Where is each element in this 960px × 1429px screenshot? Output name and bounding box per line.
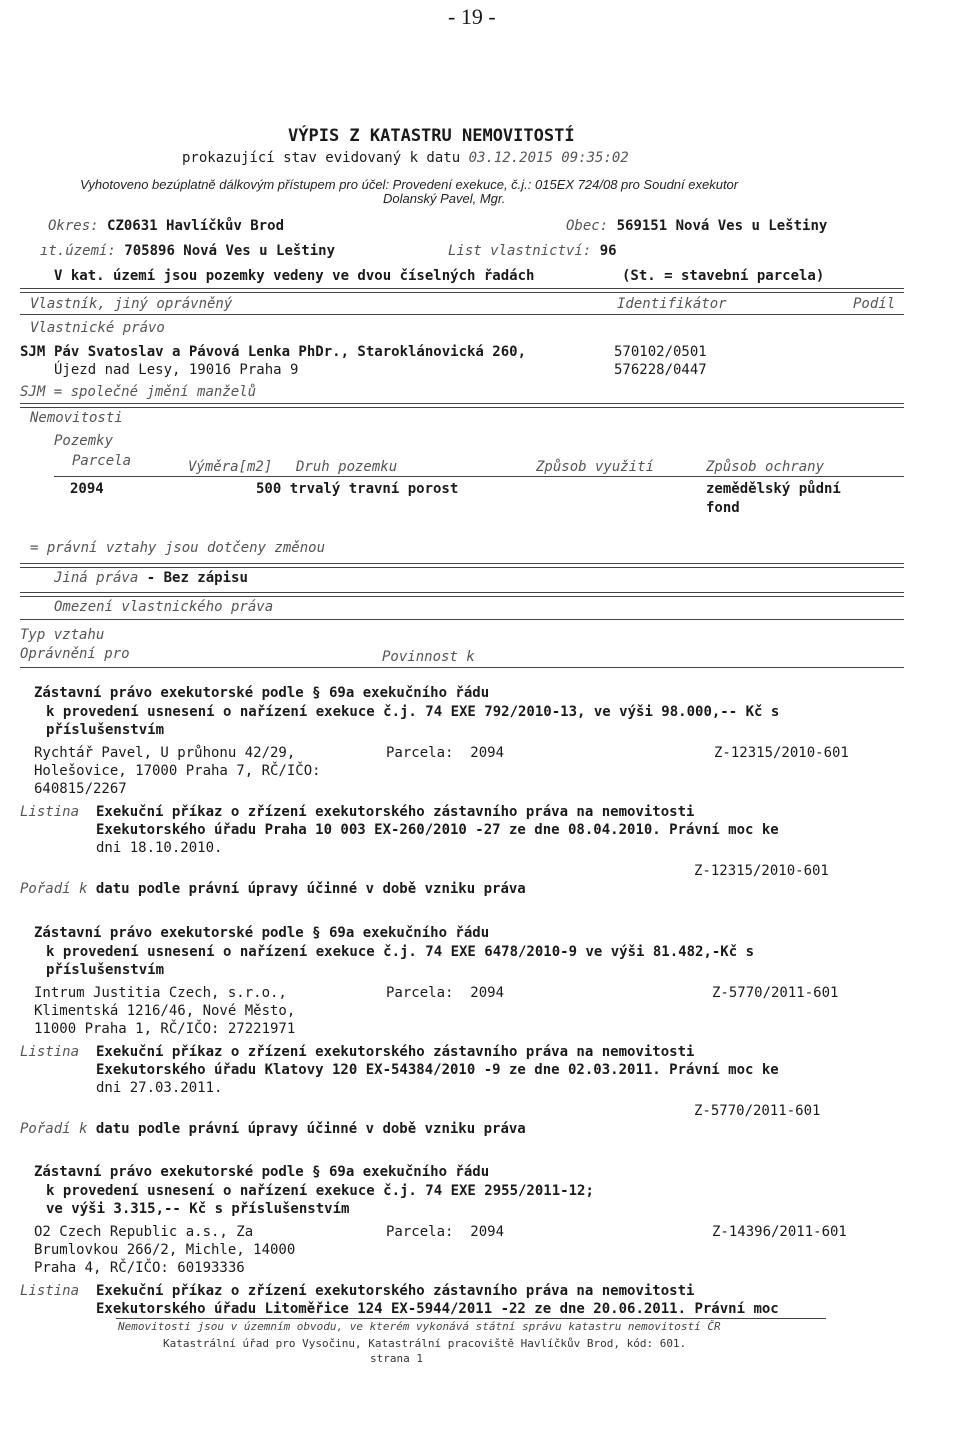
footer-line: Katastrální úřad pro Vysočinu, Katastrální pracoviště Havlíčkův Brod, kód: 601. xyxy=(163,1337,687,1350)
document-title: VÝPIS Z KATASTRU NEMOVITOSTÍ xyxy=(288,126,575,146)
lien-detail: příslušenstvím xyxy=(46,722,165,738)
divider xyxy=(20,619,904,620)
footer-line: Nemovitosti jsou v územním obvodu, ve kterém vykonává státní správu katastru nemovitostí ČR xyxy=(118,1320,721,1333)
lien-title: Zástavní právo exekutorské podle § 69a exekučního řádu xyxy=(34,1164,490,1180)
listina-text: dni 27.03.2011. xyxy=(96,1080,223,1096)
parcel-area-type: 500 trvalý travní porost xyxy=(256,481,459,497)
legend-text: = společné jmění manželů xyxy=(53,384,257,400)
divider xyxy=(20,563,904,568)
poradi-label: Pořadí k xyxy=(20,1121,88,1137)
poradi-row xyxy=(20,881,526,897)
owner-id: 570102/0501 xyxy=(614,344,707,360)
divider xyxy=(54,476,904,477)
creditor: Brumlovkou 266/2, Michle, 14000 xyxy=(34,1242,296,1258)
lien-detail: příslušenstvím xyxy=(46,962,165,978)
series-st-note: (St. = stavební parcela) xyxy=(622,268,825,284)
property-section-title: Nemovitosti xyxy=(30,410,123,426)
okres-row xyxy=(48,218,284,234)
parcel-ref-label: Parcela: xyxy=(386,745,454,761)
lien-detail: ve výši 3.315,-- Kč s příslušenstvím xyxy=(46,1201,350,1217)
listina-label: Listina xyxy=(20,1044,80,1060)
listina-text: Exekutorského úřadu Litoměřice 124 EX-5944/2011 -22 ze dne 20.06.2011. Právní moc xyxy=(96,1301,779,1317)
creditor: Holešovice, 17000 Praha 7, RČ/IČO: xyxy=(34,763,321,779)
lv-row xyxy=(448,243,617,259)
divider xyxy=(20,403,904,408)
creditor: O2 Czech Republic a.s., Za xyxy=(34,1224,254,1240)
listina-label: Listina xyxy=(20,804,80,820)
divider xyxy=(20,314,904,315)
listina-text: Exekuční příkaz o zřízení exekutorského zástavního práva na nemovitosti xyxy=(96,1044,695,1060)
okres-label: Okres: xyxy=(48,218,99,234)
z-reference: Z-5770/2011-601 xyxy=(694,1103,821,1119)
vymera-column-header: Výměra[m2] xyxy=(188,459,273,475)
parcel-ref-value: 2094 xyxy=(470,985,505,1001)
vyuziti-column-header: Způsob využití xyxy=(536,459,655,475)
sjm-mark: SJM xyxy=(20,344,46,360)
legal-change-note: = právní vztahy jsou dotčeny změnou xyxy=(30,540,326,556)
poradi-text: datu podle právní úpravy účinné v době vzniku práva xyxy=(95,881,526,897)
legend-mark: SJM xyxy=(20,384,46,400)
parcel-protection: fond xyxy=(706,500,740,516)
share-column-header: Podíl xyxy=(853,296,896,312)
druh-column-header: Druh pozemku xyxy=(296,459,398,475)
listina-text: dni 18.10.2010. xyxy=(96,840,223,856)
listina-text: Exekutorského úřadu Praha 10 003 EX-260/2010 -27 ze dne 08.04.2010. Právní moc ke xyxy=(96,822,779,838)
owner-id: 576228/0447 xyxy=(614,362,707,378)
ku-label: ıt.území: xyxy=(40,243,116,259)
lv-value: 96 xyxy=(599,243,617,259)
footer-divider xyxy=(116,1318,826,1319)
z-reference: Z-12315/2010-601 xyxy=(714,745,849,761)
other-rights-label: Jiná práva xyxy=(54,570,139,586)
parcel-ref-value: 2094 xyxy=(470,745,505,761)
obec-label: Obec: xyxy=(566,218,609,234)
parcel-protection: zemědělský půdní xyxy=(706,481,841,497)
document-subtitle xyxy=(182,150,629,166)
creditor: Rychtář Pavel, U průhonu 42/29, xyxy=(34,745,296,761)
divider xyxy=(20,667,904,668)
lien-title: Zástavní právo exekutorské podle § 69a exekučního řádu xyxy=(34,925,490,941)
poradi-label: Pořadí k xyxy=(20,881,88,897)
listina-text: Exekutorského úřadu Klatovy 120 EX-54384/2010 -9 ze dne 02.03.2011. Právní moc ke xyxy=(96,1062,779,1078)
z-reference: Z-12315/2010-601 xyxy=(694,863,829,879)
subtitle-date: 03.12.2015 09:35:02 xyxy=(468,150,629,166)
identifier-column-header: Identifikátor xyxy=(617,296,727,312)
parcel-ref xyxy=(386,1224,504,1240)
lv-label: List vlastnictví: xyxy=(448,243,592,259)
ku-row xyxy=(40,243,335,259)
opravneni-column-header: Oprávnění pro xyxy=(20,646,130,662)
divider xyxy=(20,592,904,597)
other-rights-value: - Bez zápisu xyxy=(146,570,248,586)
z-reference: Z-14396/2011-601 xyxy=(712,1224,847,1240)
parcel-ref-label: Parcela: xyxy=(386,1224,454,1240)
divider xyxy=(20,288,904,293)
lien-title: Zástavní právo exekutorské podle § 69a exekučního řádu xyxy=(34,685,490,701)
typ-column-header: Typ vztahu xyxy=(20,627,105,643)
povinnost-column-header: Povinnost k xyxy=(382,649,475,665)
poradi-text: datu podle právní úpravy účinné v době vzniku práva xyxy=(95,1121,526,1137)
creditor: 11000 Praha 1, RČ/IČO: 27221971 xyxy=(34,1021,296,1037)
creditor: Intrum Justitia Czech, s.r.o., xyxy=(34,985,287,1001)
listina-label: Listina xyxy=(20,1283,80,1299)
parcela-column-header: Parcela xyxy=(72,453,132,469)
creditor: 640815/2267 xyxy=(34,781,127,797)
ochrana-column-header: Způsob ochrany xyxy=(706,459,825,475)
purpose-note-line1: Vyhotoveno bezúplatně dálkovým přístupem pro účel: Provedení exekuce, č.j.: 015EX 724/08 pro Soudní exekutor xyxy=(80,177,739,192)
land-subsection-title: Pozemky xyxy=(54,433,114,449)
poradi-row xyxy=(20,1121,526,1137)
creditor: Praha 4, RČ/IČO: 60193336 xyxy=(34,1260,245,1276)
lien-detail: k provedení usnesení o nařízení exekuce č.j. 74 EXE 6478/2010-9 ve výši 81.482,-Kč s xyxy=(46,944,755,960)
lien-detail: k provedení usnesení o nařízení exekuce č.j. 74 EXE 792/2010-13, ve výši 98.000,-- Kč s xyxy=(46,704,780,720)
ku-value: 705896 Nová Ves u Leštiny xyxy=(124,243,336,259)
obec-row xyxy=(566,218,827,234)
owner-column-header: Vlastník, jiný oprávněný xyxy=(30,296,233,312)
parcel-number: 2094 xyxy=(70,481,104,497)
parcel-ref-value: 2094 xyxy=(470,1224,505,1240)
z-reference: Z-5770/2011-601 xyxy=(712,985,839,1001)
other-rights-row xyxy=(54,570,248,586)
parcel-ref-label: Parcela: xyxy=(386,985,454,1001)
obec-value: 569151 Nová Ves u Leštiny xyxy=(616,218,828,234)
subtitle-prefix: prokazující stav evidovaný k datu xyxy=(182,150,461,166)
owner-line: Páv Svatoslav a Pávová Lenka PhDr., Staroklánovická 260, xyxy=(54,344,527,360)
page-label: strana 1 xyxy=(370,1352,423,1365)
okres-value: CZ0631 Havlíčkův Brod xyxy=(107,218,285,234)
page-number: - 19 - xyxy=(448,4,496,29)
owner-address: Újezd nad Lesy, 19016 Praha 9 xyxy=(54,362,299,378)
listina-text: Exekuční příkaz o zřízení exekutorského zástavního práva na nemovitosti xyxy=(96,804,695,820)
purpose-note-line2: Dolanský Pavel, Mgr. xyxy=(383,191,506,206)
lien-detail: k provedení usnesení o nařízení exekuce č.j. 74 EXE 2955/2011-12; xyxy=(46,1183,594,1199)
parcel-ref xyxy=(386,985,504,1001)
series-note: V kat. území jsou pozemky vedeny ve dvou číselných řadách xyxy=(54,268,535,284)
creditor: Klimentská 1216/46, Nové Město, xyxy=(34,1003,296,1019)
restrictions-section-title: Omezení vlastnického práva xyxy=(54,599,274,615)
ownership-section-title: Vlastnické právo xyxy=(30,320,165,336)
parcel-ref xyxy=(386,745,504,761)
listina-text: Exekuční příkaz o zřízení exekutorského zástavního práva na nemovitosti xyxy=(96,1283,695,1299)
sjm-legend xyxy=(20,384,256,400)
